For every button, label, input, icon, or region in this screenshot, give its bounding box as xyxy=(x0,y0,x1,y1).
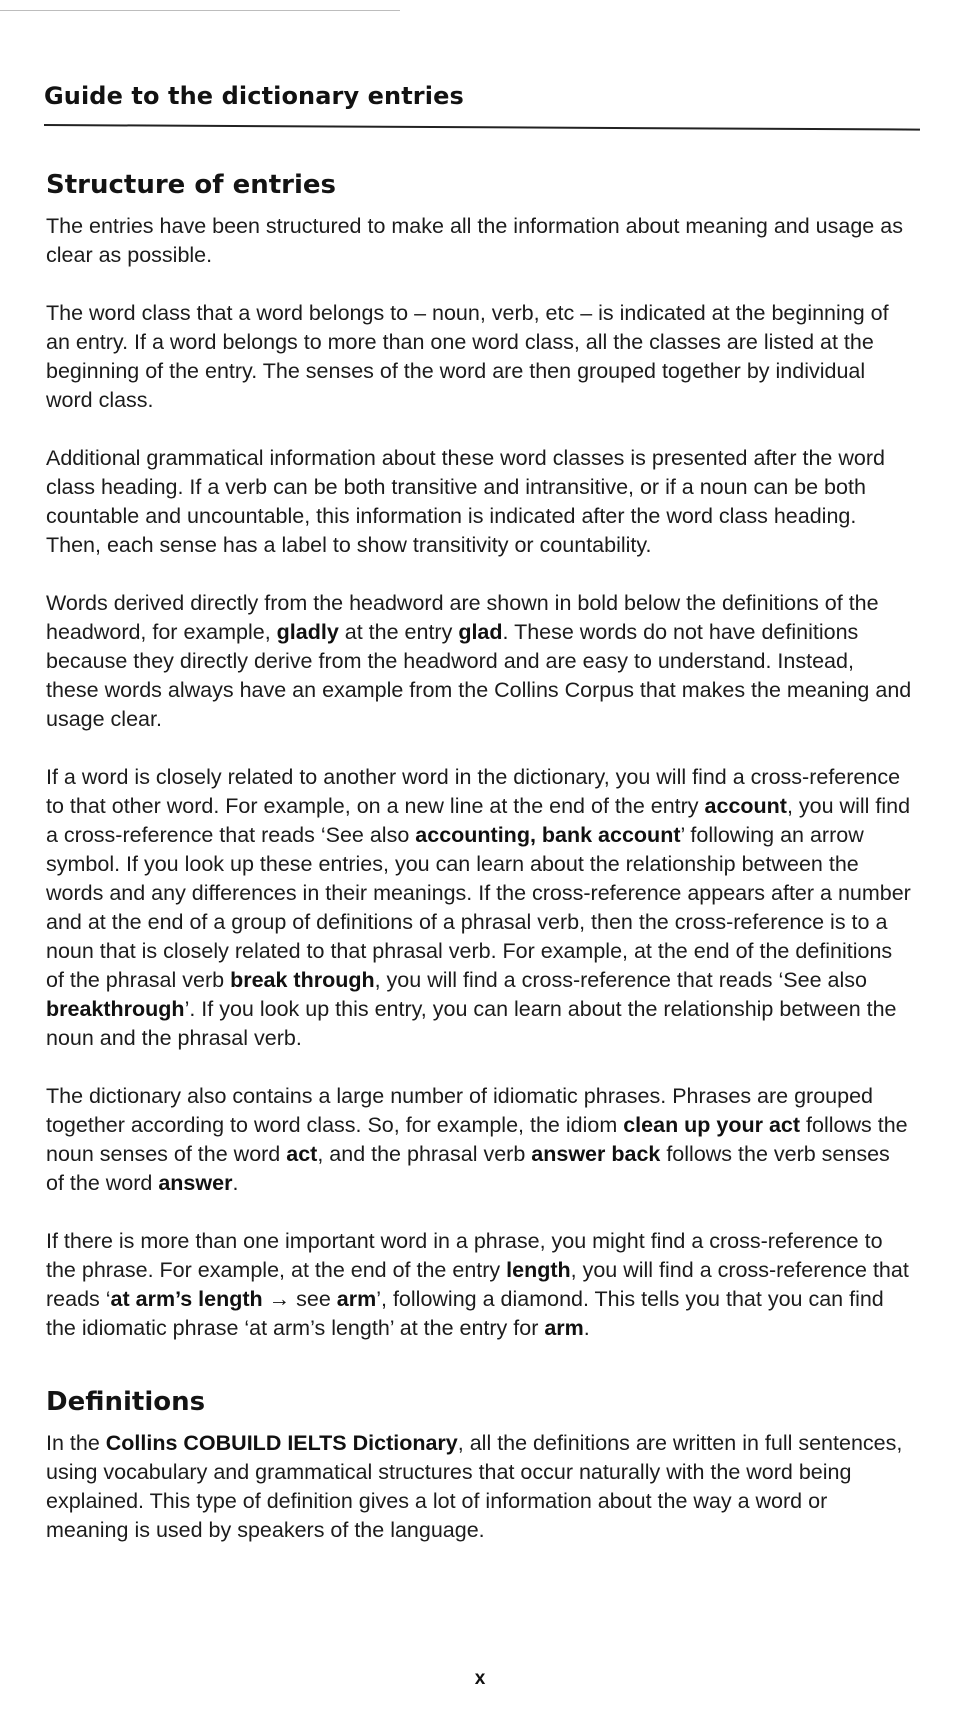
bold-term: breakthrough xyxy=(46,997,185,1021)
text-run: follows the noun senses of the word xyxy=(46,1113,908,1166)
bold-term: break through xyxy=(230,968,375,992)
bold-term: at arm’s length → xyxy=(110,1287,291,1311)
bold-term: clean up your act xyxy=(623,1113,801,1137)
text-run: . xyxy=(232,1171,239,1195)
bold-term: answer xyxy=(158,1171,233,1195)
text-run: ’, following a diamond. This tells you that you can find the idiomatic phrase ‘at arm’s length’ at the entry for xyxy=(46,1287,884,1340)
section-heading-structure: Structure of entries xyxy=(46,170,336,200)
text-run: ’. If you look up this entry, you can learn about the relationship between the noun and the phrasal verb. xyxy=(46,997,897,1050)
paragraph-cross-reference xyxy=(46,763,912,1053)
page-number: x xyxy=(474,1668,486,1689)
bold-term: answer back xyxy=(531,1142,661,1166)
text-run: , all the definitions are written in full sentences, using vocabulary and grammatical structures that occur naturally with the word being explained. This type of definition gives a lot of information about the way a word or meaning is used by speakers of the language. xyxy=(46,1431,903,1542)
bold-term: arm xyxy=(336,1287,377,1311)
text-run: ’ following an arrow symbol. If you look up these entries, you can learn about the relationship between the words and any differences in their meanings. If the cross-reference appears after a number and at the end of a group of definitions of a phrasal verb, then the cross-reference is to a noun that is closely related to that phrasal verb. For example, at the end of the definitions of the phrasal verb xyxy=(46,823,911,992)
text-run: , and the phrasal verb xyxy=(317,1142,532,1166)
bold-term: gladly xyxy=(276,620,339,644)
paragraph-intro: The entries have been structured to make all the information about meaning and usage as clear as possible. xyxy=(46,214,903,267)
text-run: Words derived directly from the headword are shown in bold below the definitions of the headword, for example, xyxy=(46,591,879,644)
text-run: If there is more than one important word in a phrase, you might find a cross-reference to the phrase. For example, at the end of the entry xyxy=(46,1229,883,1282)
top-edge-rule xyxy=(0,10,400,11)
paragraph-definitions xyxy=(46,1429,912,1545)
text-run: The dictionary also contains a large number of idiomatic phrases. Phrases are grouped together according to word class. So, for example, the idiom xyxy=(46,1084,874,1137)
text-run: In the xyxy=(46,1431,106,1455)
paragraph-grammar-info: Additional grammatical information about these word classes is presented after the word class heading. If a verb can be both transitive and intransitive, or if a noun can be both countable and uncountable, this information is indicated after the word class heading. Then, each sense has a label to show transitivity or countability. xyxy=(46,446,885,557)
paragraph-derived-words xyxy=(46,589,912,734)
text-run: , you will find a cross-reference that reads ‘See also xyxy=(374,968,867,992)
bold-term: accounting, bank account xyxy=(415,823,681,847)
bold-term: arm xyxy=(544,1316,584,1340)
running-head-rule xyxy=(44,124,920,131)
text-run: see xyxy=(290,1287,337,1311)
paragraph-idioms xyxy=(46,1082,912,1198)
text-run: . These words do not have definitions because they directly derive from the headword and are easy to understand. Instead, these words always have an example from the Collins Corpus that makes the meaning and usage clear. xyxy=(46,620,912,731)
bold-term: act xyxy=(286,1142,318,1166)
text-run: , you will find a cross-reference that reads ‘See also xyxy=(46,794,911,847)
text-run: at the entry xyxy=(338,620,459,644)
bold-term: length xyxy=(506,1258,571,1282)
paragraph-word-class: The word class that a word belongs to – noun, verb, etc – is indicated at the beginning of an entry. If a word belongs to more than one word class, all the classes are listed at the beginning of the entry. The senses of the word are then grouped together by individual word class. xyxy=(46,301,889,412)
content xyxy=(46,160,912,1574)
text-run: follows the verb senses of the word xyxy=(46,1142,890,1195)
bold-term: account xyxy=(704,794,787,818)
running-head: Guide to the dictionary entries xyxy=(44,82,464,110)
bold-term: glad xyxy=(458,620,503,644)
paragraph-phrase-cross-reference xyxy=(46,1227,912,1343)
section-heading-definitions: Definitions xyxy=(46,1387,206,1417)
bold-term: Collins COBUILD IELTS Dictionary xyxy=(105,1431,458,1455)
text-run: . xyxy=(583,1316,590,1340)
text-run: , you will find a cross-reference that reads ‘ xyxy=(46,1258,909,1311)
text-run: If a word is closely related to another word in the dictionary, you will find a cross-reference to that other word. For example, on a new line at the end of the entry xyxy=(46,765,901,818)
